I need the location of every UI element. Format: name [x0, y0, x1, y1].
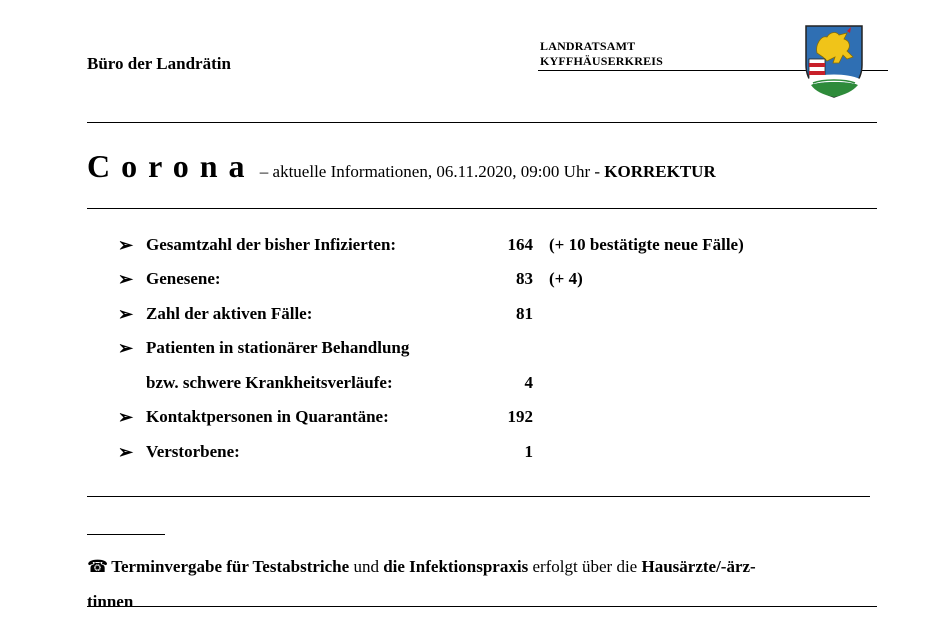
- footer-rule: [87, 606, 877, 607]
- footnote-bold-1: Terminvergabe für Testabstriche: [111, 557, 350, 576]
- coat-of-arms-icon: [803, 23, 865, 98]
- stat-value: 83: [516, 269, 533, 288]
- stat-delta: (+ 10 bestätigte neue Fälle): [549, 235, 744, 254]
- stat-delta: (+ 4): [549, 269, 583, 288]
- stat-label: Kontaktpersonen in Quarantäne:: [146, 407, 389, 426]
- authority-name: [540, 39, 663, 69]
- title-rule: [87, 208, 877, 209]
- footnote-doctors-line2: tinnen: [87, 592, 134, 611]
- title-correction: KORREKTUR: [604, 162, 716, 181]
- footnote-text-1: und: [349, 557, 384, 576]
- stat-value: 1: [524, 442, 533, 461]
- bullet-arrow-icon: ➢: [118, 235, 134, 255]
- stat-label-continued: bzw. schwere Krankheitsverläufe:: [146, 373, 393, 392]
- office-name: Büro der Landrätin: [87, 54, 231, 73]
- stat-value: 81: [516, 304, 533, 323]
- footnote-text-2: erfolgt über die: [528, 557, 642, 576]
- stat-label: Gesamtzahl der bisher Infizierten:: [146, 235, 397, 254]
- bullet-arrow-icon: ➢: [118, 338, 134, 358]
- telephone-icon: ☎: [87, 557, 109, 576]
- authority-line-2: KYFFHÄUSERKREIS: [540, 54, 664, 68]
- footnote-bold-2: die Infektionspraxis: [383, 557, 529, 576]
- bullet-arrow-icon: ➢: [118, 269, 134, 289]
- bullet-arrow-icon: ➢: [118, 442, 134, 462]
- page-title: [87, 148, 716, 185]
- footnote: [87, 549, 877, 619]
- stat-label: Patienten in stationärer Behandlung: [146, 338, 410, 357]
- stat-label: Zahl der aktiven Fälle:: [146, 304, 313, 323]
- stat-value: 4: [524, 373, 533, 392]
- bullet-arrow-icon: ➢: [118, 407, 134, 427]
- title-corona: Corona: [87, 148, 256, 184]
- authority-line-1: LANDRATSAMT: [540, 39, 636, 53]
- header-rule: [87, 122, 877, 123]
- bullet-arrow-icon: ➢: [118, 304, 134, 324]
- stat-label: Genesene:: [146, 269, 221, 288]
- footnote-separator: [87, 534, 165, 535]
- title-subtitle: – aktuelle Informationen, 06.11.2020, 09:00 Uhr -: [255, 162, 605, 181]
- stat-value: 192: [507, 407, 533, 426]
- footnote-doctors-line1: Hausärzte/-ärz-: [641, 557, 756, 576]
- stat-label: Verstorbene:: [146, 442, 240, 461]
- stats-rule: [87, 496, 870, 497]
- stat-value: 164: [507, 235, 533, 254]
